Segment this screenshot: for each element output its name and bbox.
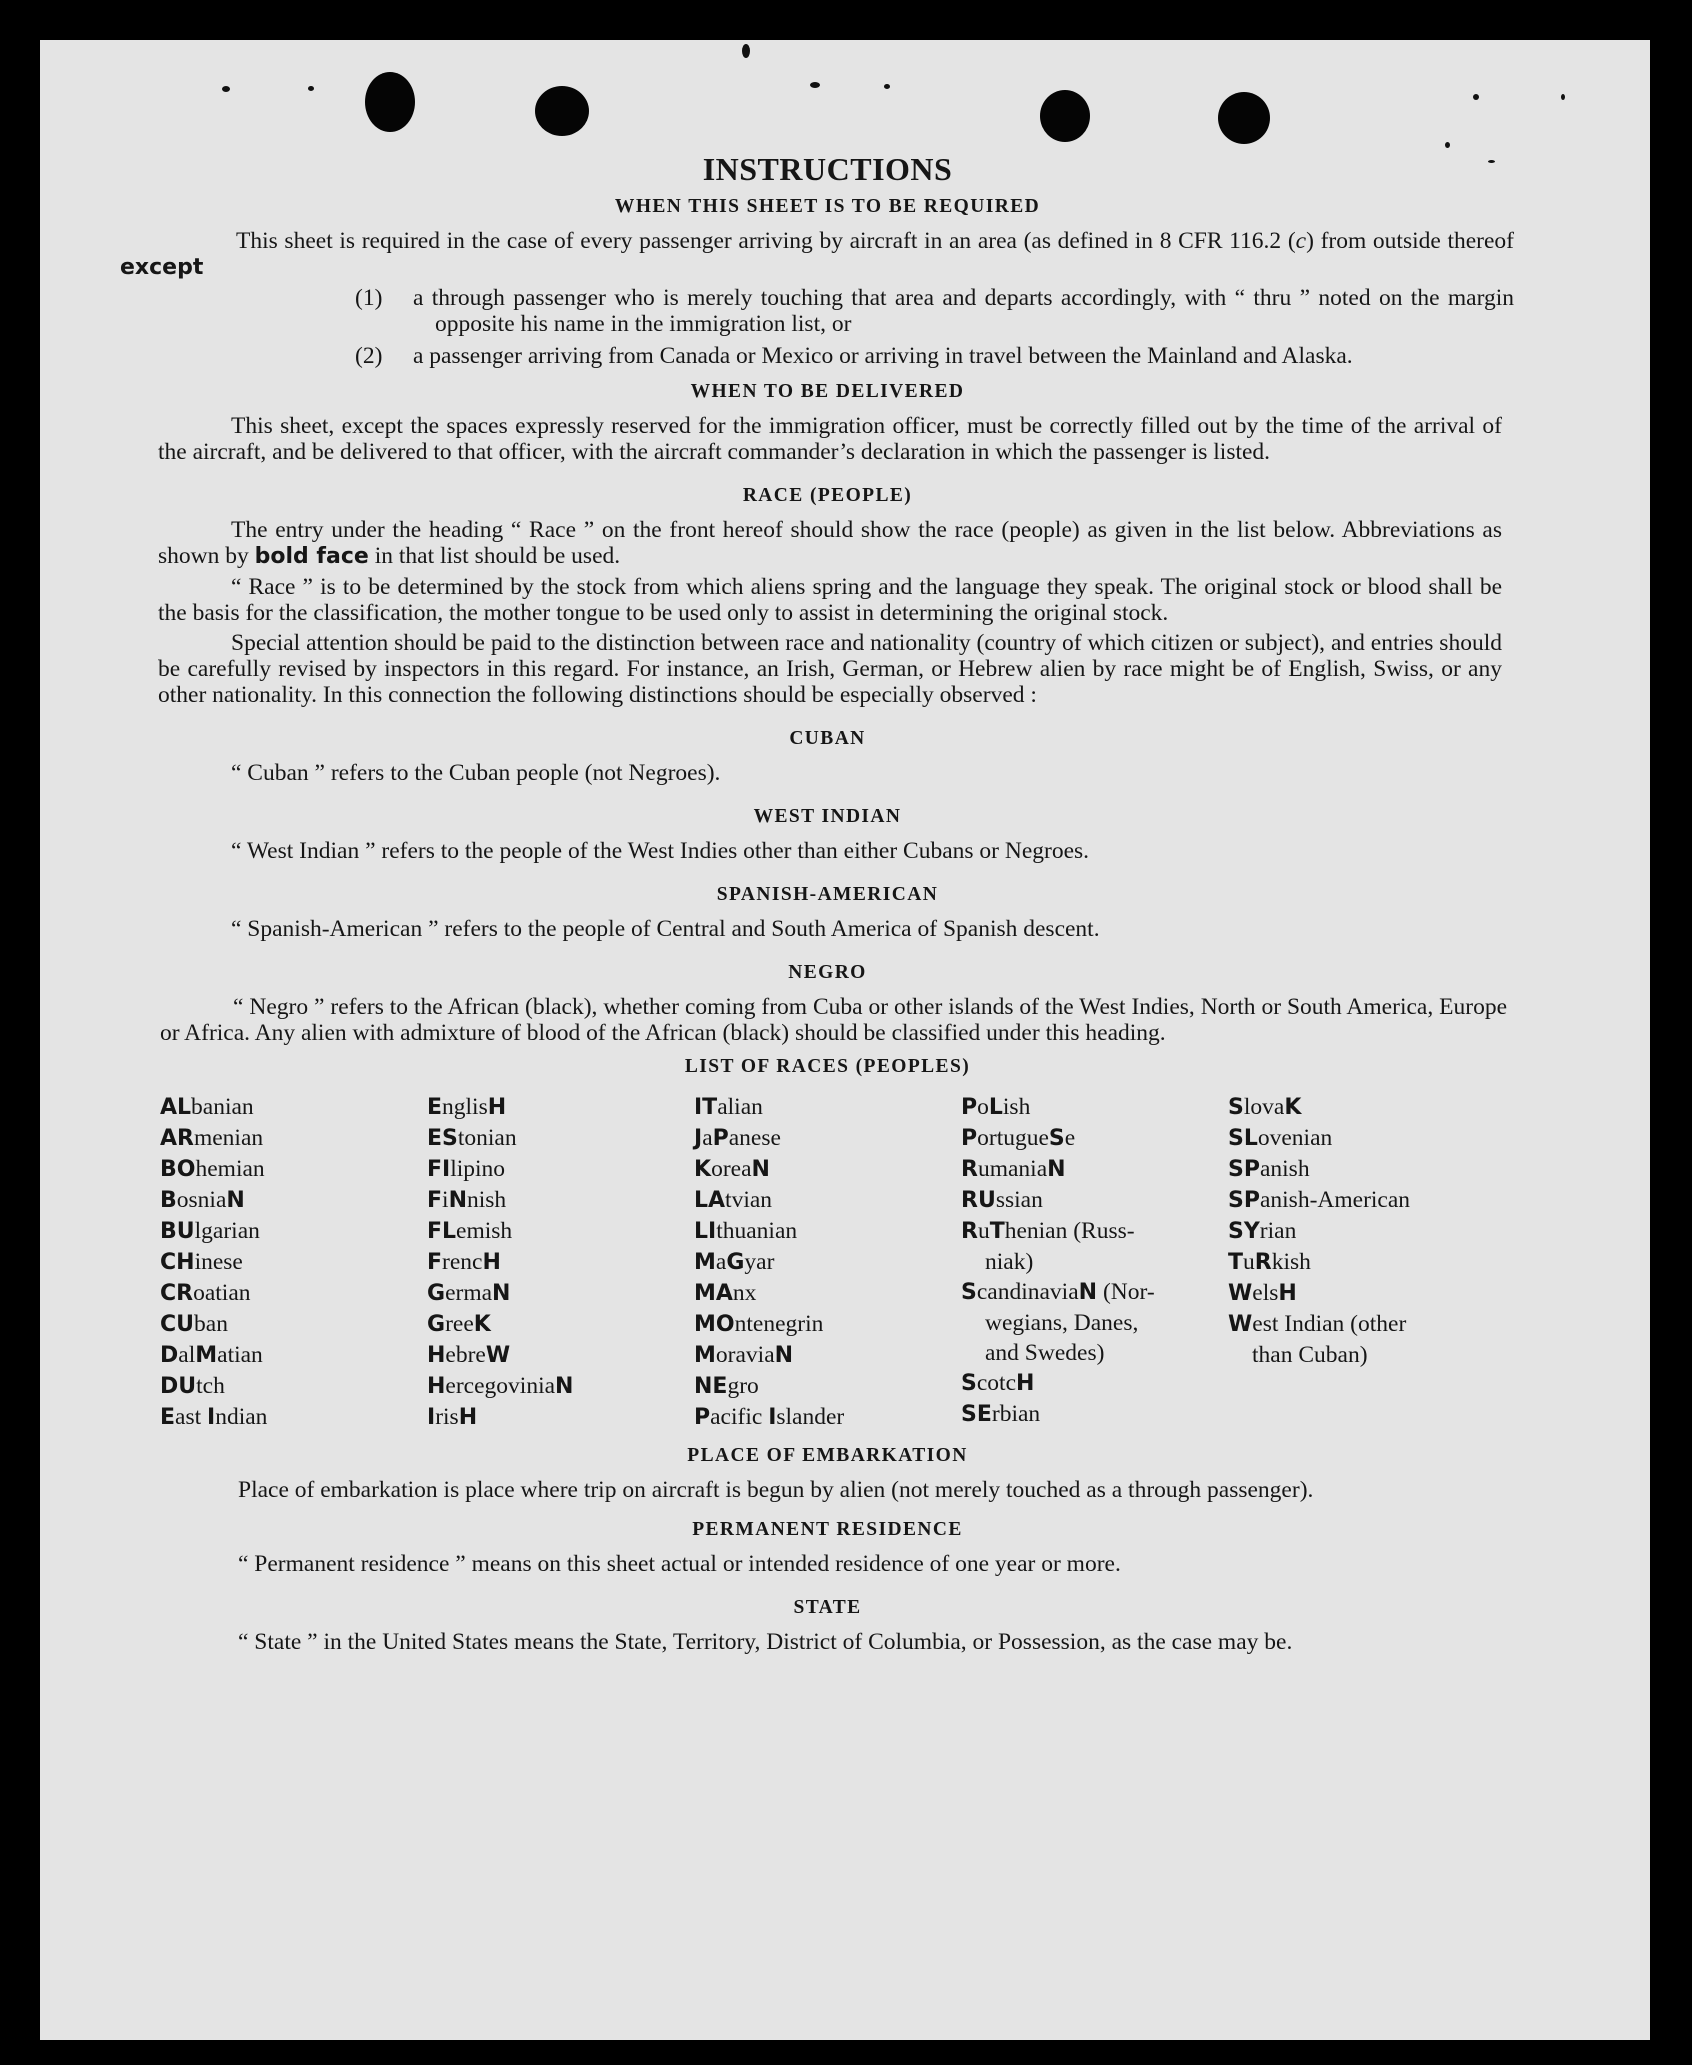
speck xyxy=(1445,142,1450,148)
punch-hole xyxy=(535,86,589,136)
race-entry xyxy=(961,1247,1228,1277)
race-abbreviation: P xyxy=(712,1126,729,1151)
exception-item xyxy=(355,343,1514,369)
race-abbreviation: S xyxy=(961,1280,977,1305)
race-entry xyxy=(427,1340,694,1371)
race-text: niak) xyxy=(985,1249,1034,1275)
race-abbreviation: H xyxy=(458,1405,478,1430)
race-entry xyxy=(160,1340,427,1371)
race-text: ortugue xyxy=(977,1125,1049,1151)
race-abbreviation: CH xyxy=(160,1250,195,1275)
race-entry xyxy=(1228,1247,1458,1278)
race-entry xyxy=(160,1278,427,1309)
race-entry xyxy=(961,1185,1228,1216)
race-abbreviation: W xyxy=(1228,1281,1253,1306)
section-heading-required: WHEN THIS SHEET IS TO BE REQUIRED xyxy=(614,196,1041,217)
race-abbreviation: H xyxy=(1016,1371,1035,1396)
race-abbreviation: J xyxy=(694,1126,703,1151)
race-abbreviation: F xyxy=(427,1188,443,1213)
race-text: anish-American xyxy=(1259,1187,1411,1213)
race-abbreviation: M xyxy=(694,1343,716,1368)
race-abbreviation: SP xyxy=(1228,1188,1260,1213)
required-intro-bold: except xyxy=(120,255,204,280)
race-text: ish xyxy=(1002,1094,1031,1120)
race-text: ercegovinia xyxy=(445,1373,556,1399)
race-abbreviation: N xyxy=(1047,1157,1066,1182)
race-entry xyxy=(1228,1309,1458,1340)
race-abbreviation: S xyxy=(961,1371,977,1396)
section-heading-race: RACE (PEOPLE) xyxy=(742,485,913,506)
race-text: than Cuban) xyxy=(1252,1342,1368,1368)
race-abbreviation: BO xyxy=(160,1157,196,1182)
race-text: oravia xyxy=(715,1342,775,1368)
race-abbreviation: G xyxy=(427,1281,446,1306)
race-entry xyxy=(1228,1185,1458,1216)
race-entry xyxy=(694,1340,961,1371)
race-text: oatian xyxy=(193,1280,251,1306)
race-abbreviation: N xyxy=(1078,1280,1098,1305)
race-text: ssian xyxy=(995,1187,1043,1213)
race-abbreviation: FI xyxy=(427,1157,451,1182)
race-entry xyxy=(1228,1154,1458,1185)
race-text: henian (Russ- xyxy=(1004,1218,1135,1244)
race-abbreviation: D xyxy=(160,1343,179,1368)
race-text: inese xyxy=(194,1249,243,1275)
race-text: thuanian xyxy=(716,1218,798,1244)
race-text: ebre xyxy=(445,1342,486,1368)
residence-text: “ Permanent residence ” means on this sheet actual or intended residence of one year or more. xyxy=(238,1551,1121,1577)
race-text: ntenegrin xyxy=(734,1311,824,1337)
race-text: alian xyxy=(717,1094,763,1120)
race-text: erma xyxy=(445,1280,493,1306)
race-abbreviation: R xyxy=(961,1219,978,1244)
race-abbreviation: P xyxy=(694,1405,711,1430)
race-abbreviation: E xyxy=(160,1405,176,1430)
race-entry xyxy=(694,1278,961,1309)
speck xyxy=(1473,94,1479,100)
race-text: lova xyxy=(1243,1094,1285,1120)
race-entry xyxy=(694,1371,961,1402)
race-entry xyxy=(961,1308,1228,1338)
race-text: ree xyxy=(445,1311,474,1337)
race-text: i xyxy=(442,1187,449,1213)
race-abbreviation: NE xyxy=(694,1374,728,1399)
race-entry xyxy=(427,1402,694,1433)
race-text: emish xyxy=(456,1218,513,1244)
section-heading-state: STATE xyxy=(793,1597,862,1618)
race-abbreviation: L xyxy=(988,1095,1003,1120)
race-entry xyxy=(160,1154,427,1185)
race-entry xyxy=(160,1247,427,1278)
race-text: umania xyxy=(977,1156,1048,1182)
race-abbreviation: H xyxy=(482,1250,501,1275)
race-text: nglis xyxy=(442,1094,488,1120)
race-entry xyxy=(427,1154,694,1185)
race-abbreviation: DU xyxy=(160,1374,197,1399)
race-abbreviation: H xyxy=(1278,1281,1297,1306)
section-heading-negro: NEGRO xyxy=(788,962,867,983)
required-intro-text: This sheet is required in the case of every passenger arriving by aircraft in an area (as defined in 8 CFR 116.2 ( xyxy=(236,228,1296,254)
race-text: atian xyxy=(217,1342,263,1368)
race-text: ovenian xyxy=(1257,1125,1333,1151)
race-text: tch xyxy=(196,1373,225,1399)
race-entry xyxy=(427,1216,694,1247)
race-text: yar xyxy=(744,1249,775,1275)
race-abbreviation: H xyxy=(427,1343,446,1368)
race-entry xyxy=(961,1154,1228,1185)
speck xyxy=(1561,94,1565,100)
race-abbreviation: N xyxy=(226,1188,245,1213)
race-entry xyxy=(694,1092,961,1123)
race-entry xyxy=(160,1123,427,1154)
exception-number: (2) xyxy=(355,343,383,369)
cuban-text: “ Cuban ” refers to the Cuban people (not Negroes). xyxy=(231,760,721,786)
embarkation-text: Place of embarkation is place where trip on aircraft is begun by alien (not merely touched as a through passenger). xyxy=(238,1477,1314,1503)
race-abbreviation: AR xyxy=(160,1126,194,1151)
race-abbreviation: ES xyxy=(427,1126,458,1151)
race-entry xyxy=(694,1123,961,1154)
race-text: rian xyxy=(1259,1218,1297,1244)
race-text: a xyxy=(715,1249,727,1275)
race-text: osnia xyxy=(176,1187,227,1213)
punch-hole xyxy=(1218,92,1270,144)
race-text: rbian xyxy=(991,1401,1041,1427)
speck xyxy=(308,86,314,91)
race-abbreviation: I xyxy=(427,1405,436,1430)
race-entry xyxy=(160,1309,427,1340)
race-abbreviation: P xyxy=(961,1095,978,1120)
race-abbreviation: BU xyxy=(160,1219,195,1244)
race-column xyxy=(1228,1092,1458,1433)
section-heading-residence: PERMANENT RESIDENCE xyxy=(692,1519,963,1540)
race-text: lgarian xyxy=(194,1218,260,1244)
exception-text: a through passenger who is merely touching that area and departs accordingly, with “ thru ” noted on the margin opposite his name in the immigration list, or xyxy=(413,285,1514,337)
document-content xyxy=(120,150,1514,1655)
race-abbreviation: K xyxy=(473,1312,491,1337)
race-entry xyxy=(694,1185,961,1216)
race-abbreviation: E xyxy=(427,1095,443,1120)
race-entry xyxy=(961,1368,1228,1399)
race-entry xyxy=(427,1123,694,1154)
race-entry xyxy=(427,1371,694,1402)
race-abbreviation: G xyxy=(427,1312,446,1337)
race-text: ast xyxy=(175,1404,208,1430)
race-abbreviation: N xyxy=(448,1188,467,1213)
race-text: (Nor- xyxy=(1097,1279,1155,1305)
race-abbreviation: P xyxy=(961,1126,978,1151)
race-abbreviation: W xyxy=(485,1343,511,1368)
race-abbreviation: N xyxy=(751,1157,770,1182)
race-text: ndian xyxy=(215,1404,268,1430)
race-entry xyxy=(694,1309,961,1340)
spanish-american-text: “ Spanish-American ” refers to the people of Central and South America of Spanish descent. xyxy=(231,916,1100,942)
race-p1-end: in that list should be used. xyxy=(374,543,621,569)
speck xyxy=(884,84,890,89)
race-text: candinavia xyxy=(976,1279,1079,1305)
race-entry xyxy=(160,1402,427,1433)
race-text: nx xyxy=(732,1280,757,1306)
race-abbreviation: M xyxy=(694,1250,716,1275)
race-abbreviation: IT xyxy=(694,1095,718,1120)
race-abbreviation: F xyxy=(427,1250,443,1275)
race-abbreviation: K xyxy=(694,1157,712,1182)
race-entry xyxy=(1228,1340,1458,1370)
race-text: tonian xyxy=(457,1125,517,1151)
race-abbreviation: LI xyxy=(694,1219,717,1244)
race-text: tvian xyxy=(725,1187,773,1213)
race-column xyxy=(961,1092,1228,1433)
race-column xyxy=(427,1092,694,1433)
speck xyxy=(222,86,230,92)
race-abbreviation: R xyxy=(961,1157,978,1182)
race-text: anese xyxy=(728,1125,781,1151)
race-text: lipino xyxy=(450,1156,506,1182)
race-abbreviation: S xyxy=(1228,1095,1244,1120)
race-abbreviation: FL xyxy=(427,1219,457,1244)
race-text: renc xyxy=(442,1249,483,1275)
race-abbreviation: H xyxy=(487,1095,507,1120)
race-text: and Swedes) xyxy=(985,1340,1105,1366)
race-abbreviation: T xyxy=(1228,1250,1244,1275)
race-abbreviation: N xyxy=(774,1343,794,1368)
race-p1-bold: bold face xyxy=(254,544,369,569)
race-entry xyxy=(694,1247,961,1278)
race-text: kish xyxy=(1271,1249,1311,1275)
race-column xyxy=(694,1092,961,1433)
punch-hole xyxy=(365,72,415,132)
race-text: u xyxy=(1243,1249,1255,1275)
race-entry xyxy=(427,1278,694,1309)
race-entry xyxy=(961,1399,1228,1430)
race-text: a xyxy=(702,1125,713,1151)
race-column xyxy=(160,1092,427,1433)
race-text: orea xyxy=(711,1156,752,1182)
race-text: nish xyxy=(466,1187,507,1213)
race-entry xyxy=(427,1185,694,1216)
race-abbreviation: N xyxy=(492,1281,511,1306)
race-entry xyxy=(427,1309,694,1340)
race-entry xyxy=(427,1247,694,1278)
delivered-text: This sheet, except the spaces expressly reserved for the immigration officer, must be correctly filled out by the time of the arrival of the aircraft, and be delivered to that officer, with the aircraft commander’s declaration in which the passenger is listed. xyxy=(158,413,1502,465)
race-abbreviation: H xyxy=(427,1374,446,1399)
race-text: ban xyxy=(194,1311,228,1337)
race-entry xyxy=(961,1123,1228,1154)
negro-text: “ Negro ” refers to the African (black), whether coming from Cuba or other islands of the West Indies, North or South America, Europe or Africa. Any alien with admixture of blood of the African (black) should be classified under this heading. xyxy=(160,994,1507,1046)
section-heading-list: LIST OF RACES (PEOPLES) xyxy=(684,1056,971,1077)
section-heading-spanish-american: SPANISH-AMERICAN xyxy=(716,884,939,905)
race-abbreviation: I xyxy=(768,1405,777,1430)
race-abbreviation: SP xyxy=(1228,1157,1260,1182)
exception-item xyxy=(355,285,1514,337)
section-heading-cuban: CUBAN xyxy=(789,728,866,749)
race-text: o xyxy=(977,1094,989,1120)
race-paragraph-2: “ Race ” is to be determined by the stock from which aliens spring and the language they speak. The original stock or blood shall be the basis for the classification, the mother tongue to be used only to assist in determining the original stock. xyxy=(158,574,1502,626)
race-abbreviation: AL xyxy=(160,1095,192,1120)
race-abbreviation: MA xyxy=(694,1281,733,1306)
race-text: al xyxy=(178,1342,196,1368)
race-abbreviation: LA xyxy=(694,1188,726,1213)
exception-number: (1) xyxy=(355,285,383,311)
exceptions-list xyxy=(355,285,1514,369)
race-abbreviation: CU xyxy=(160,1312,195,1337)
section-heading-embarkation: PLACE OF EMBARKATION xyxy=(687,1445,968,1466)
race-text: est Indian (other xyxy=(1252,1311,1407,1337)
race-text: ris xyxy=(435,1404,459,1430)
race-entry xyxy=(1228,1092,1458,1123)
race-p1-text: The entry under the heading “ Race ” on the front hereof should show the race (people) as given in the list below. Abbreviations as shown by xyxy=(158,517,1502,569)
race-text: anish xyxy=(1259,1156,1310,1182)
race-text: banian xyxy=(191,1094,254,1120)
race-abbreviation: CR xyxy=(160,1281,194,1306)
race-abbreviation: MO xyxy=(694,1312,735,1337)
race-text: cotc xyxy=(976,1370,1016,1396)
speck xyxy=(810,82,820,88)
punch-hole xyxy=(1040,90,1090,142)
race-entry xyxy=(160,1185,427,1216)
race-entry xyxy=(1228,1278,1458,1309)
required-intro xyxy=(120,228,1514,281)
race-abbreviation: N xyxy=(555,1374,574,1399)
race-entry xyxy=(427,1092,694,1123)
race-abbreviation: W xyxy=(1228,1312,1253,1337)
race-text: els xyxy=(1252,1280,1279,1306)
race-entry xyxy=(961,1092,1228,1123)
race-abbreviation: RU xyxy=(961,1188,996,1213)
race-text: gro xyxy=(727,1373,759,1399)
race-text: e xyxy=(1064,1125,1076,1151)
race-abbreviation: R xyxy=(1254,1250,1272,1275)
race-abbreviation: G xyxy=(726,1250,745,1275)
race-abbreviation: SY xyxy=(1228,1219,1260,1244)
race-text: wegians, Danes, xyxy=(985,1310,1139,1336)
exception-text: a passenger arriving from Canada or Mexico or arriving in travel between the Mainland and Alaska. xyxy=(413,343,1353,369)
race-entry xyxy=(1228,1216,1458,1247)
race-abbreviation: M xyxy=(195,1343,218,1368)
race-text: acific xyxy=(710,1404,769,1430)
race-paragraph-3: Special attention should be paid to the distinction between race and nationality (country of which citizen or subject), and entries should be carefully revised by inspectors in this regard. For instance, an Irish, German, or Hebrew alien by race might be of English, Swiss, or any other nationality. In this connection the following distinctions should be especially observed : xyxy=(158,630,1502,708)
race-entry xyxy=(160,1216,427,1247)
required-intro-italic: c xyxy=(1295,228,1307,254)
race-abbreviation: B xyxy=(160,1188,177,1213)
race-abbreviation: S xyxy=(1048,1126,1065,1151)
section-heading-west-indian: WEST INDIAN xyxy=(753,806,902,827)
west-indian-text: “ West Indian ” refers to the people of the West Indies other than either Cubans or Negroes. xyxy=(231,838,1090,864)
race-entry xyxy=(160,1371,427,1402)
race-abbreviation: T xyxy=(989,1219,1005,1244)
race-text: slander xyxy=(776,1404,845,1430)
race-abbreviation: SL xyxy=(1228,1126,1258,1151)
race-abbreviation: SE xyxy=(961,1402,992,1427)
document-title: INSTRUCTIONS xyxy=(702,151,953,187)
race-paragraph-1 xyxy=(158,517,1502,570)
race-entry xyxy=(961,1338,1228,1368)
race-entry xyxy=(961,1277,1228,1308)
race-text: hemian xyxy=(195,1156,265,1182)
race-abbreviation: K xyxy=(1284,1095,1302,1120)
race-entry xyxy=(694,1216,961,1247)
speck xyxy=(742,44,750,58)
race-entry xyxy=(694,1154,961,1185)
race-list xyxy=(160,1092,1495,1433)
state-text: “ State ” in the United States means the State, Territory, District of Columbia, or Possession, as the case may be. xyxy=(238,1629,1293,1655)
required-intro-end: ) from outside thereof xyxy=(1306,228,1514,254)
race-text: u xyxy=(977,1218,990,1244)
race-entry xyxy=(961,1216,1228,1247)
race-abbreviation: I xyxy=(207,1405,216,1430)
race-entry xyxy=(694,1402,961,1433)
race-entry xyxy=(1228,1123,1458,1154)
section-heading-delivered: WHEN TO BE DELIVERED xyxy=(690,381,965,402)
race-text: menian xyxy=(193,1125,264,1151)
race-entry xyxy=(160,1092,427,1123)
